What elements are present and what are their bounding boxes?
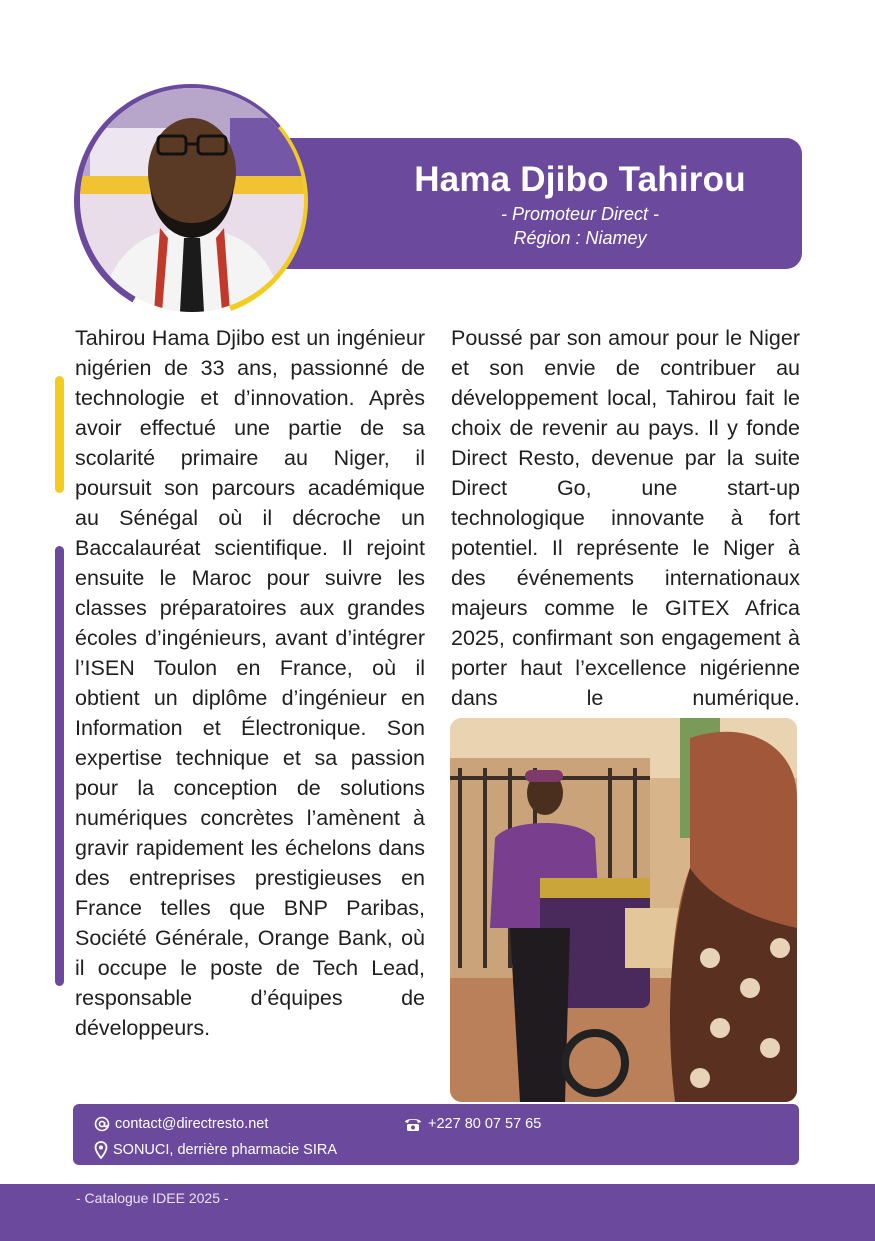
accent-bar-yellow (55, 376, 64, 493)
contact-phone[interactable] (403, 1115, 541, 1133)
profile-header (360, 158, 800, 250)
contact-address-text: SONUCI, derrière pharmacie SIRA (113, 1142, 338, 1158)
map-pin-icon (94, 1141, 108, 1159)
at-icon (94, 1116, 110, 1132)
profile-region: Région : Niamey (513, 228, 647, 248)
bio-left-column: Tahirou Hama Djibo est un ingénieur nigérien de 33 ans, passionné de technologie et d’innovation. Après avoir effectué une partie de sa scolarité primaire au Niger, il poursuit son parcours académique au Sénégal où il décroche un Baccalauréat scientifique. Il rejoint ensuite le Maroc pour suivre les classes préparatoires aux grandes écoles d’ingénieurs, avant d’intégrer l’ISEN Toulon en France, où il obtient un diplôme d’ingénieur en Information et Électronique. Son expertise technique et sa passion pour la conception de solutions numériques concrètes l’amènent à gravir rapidement les échelons dans des entreprises prestigieuses en France telles que BNP Paribas, Société Générale, Orange Bank, où il occupe le poste de Tech Lead, responsable d’équipes de développeurs. (75, 326, 425, 1040)
contact-email-text: contact@directresto.net (115, 1116, 269, 1132)
accent-bar-purple (55, 546, 64, 986)
footer-caption: - Catalogue IDEE 2025 - (76, 1190, 229, 1206)
bio-right-column: Poussé par son amour pour le Niger et son envie de contribuer au développement local, Tahirou fait le choix de revenir au pays. Il y fonde Direct Resto, devenue par la suite Direct Go, une start-up technologique innovante à fort potentiel. Il représente le Niger à des événements internationaux majeurs comme le GITEX Africa 2025, confirmant son engagement à porter haut l’excellence nigérienne dans le numérique. (451, 326, 800, 710)
profile-name: Hama Djibo Tahirou (414, 160, 746, 199)
contact-bar (73, 1104, 799, 1165)
contact-address (94, 1141, 337, 1159)
profile-role: - Promoteur Direct - (500, 204, 660, 224)
contact-phone-text: +227 80 07 57 65 (428, 1116, 542, 1132)
footer-bar (0, 1184, 875, 1241)
delivery-photo (450, 718, 797, 1102)
phone-icon (403, 1116, 423, 1132)
avatar (80, 88, 304, 312)
contact-email[interactable] (94, 1115, 268, 1133)
